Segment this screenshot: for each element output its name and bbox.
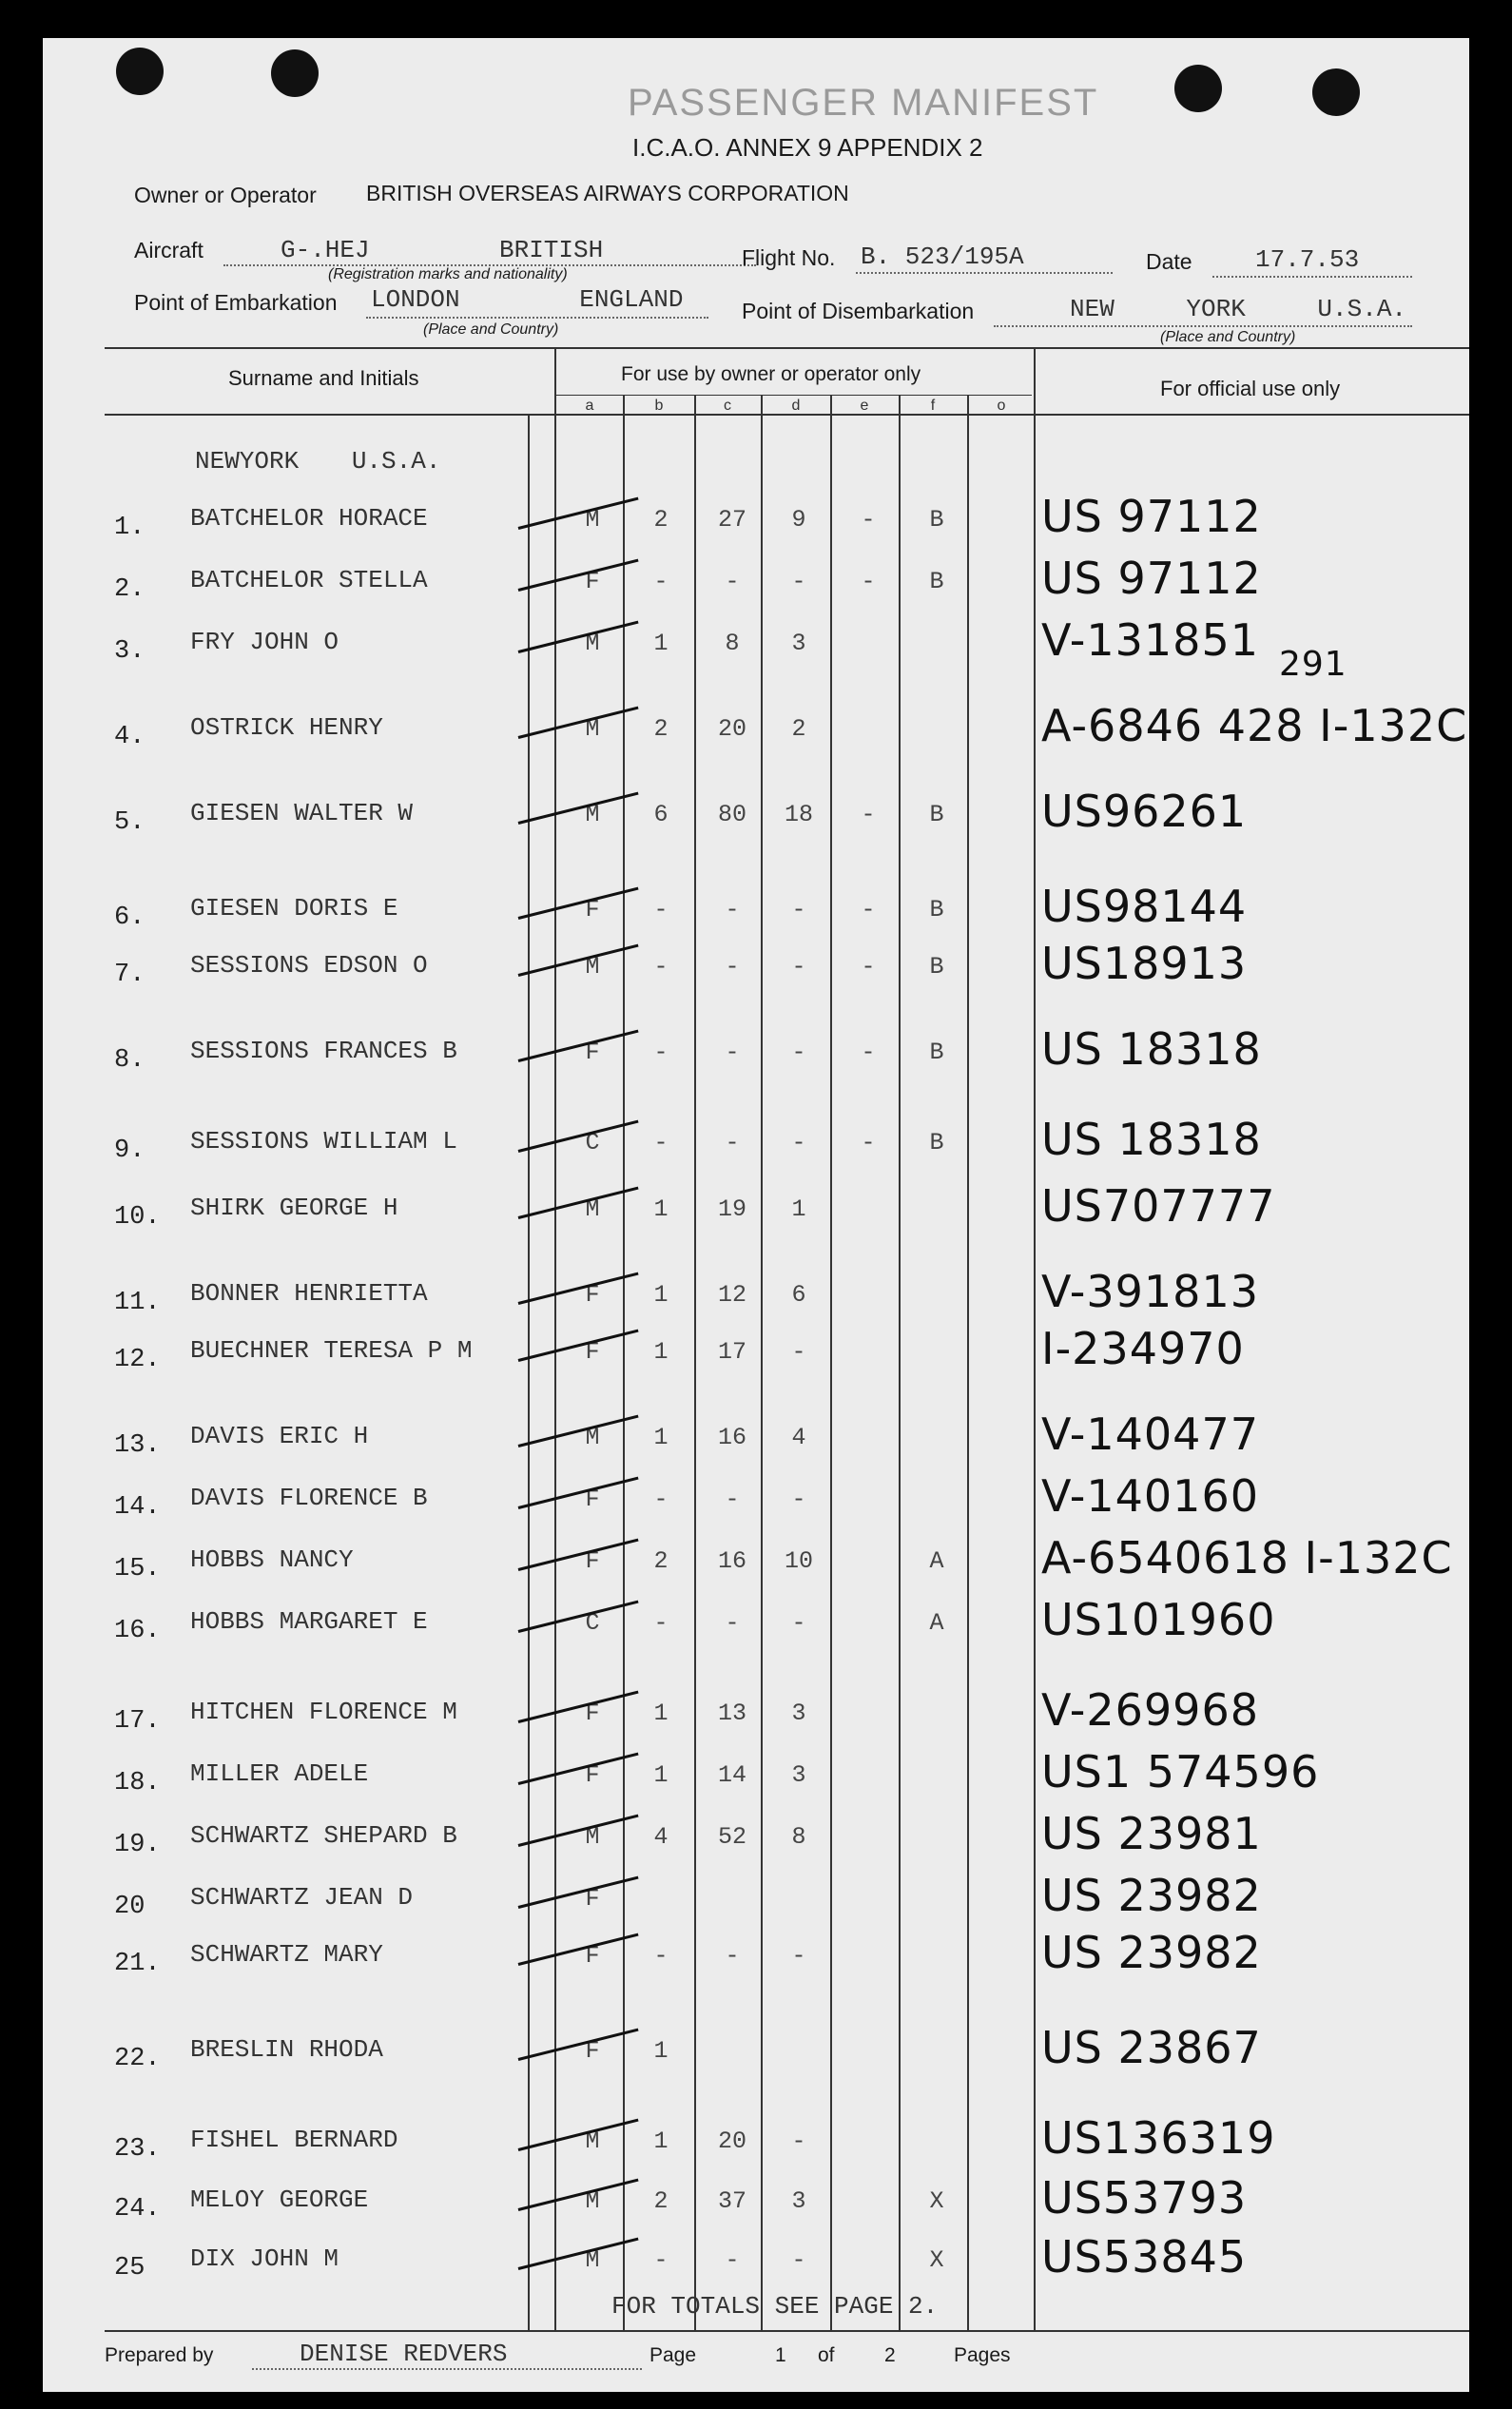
official-entry: A-6846 428 I-132C [1041, 700, 1468, 751]
cell-f: B [929, 506, 944, 534]
cell-c: 80 [717, 801, 746, 828]
cell-c: - [725, 1039, 740, 1066]
passenger-name: HITCHEN FLORENCE M [190, 1698, 457, 1726]
row-number: 1. [114, 514, 145, 542]
official-header: For official use only [1160, 377, 1341, 400]
column-header: b [654, 398, 664, 414]
punch-hole [1174, 65, 1222, 112]
cell-d: 10 [784, 1547, 813, 1575]
surname-header: Surname and Initials [228, 366, 419, 390]
row-number: 7. [114, 961, 145, 989]
cell-c: 8 [725, 630, 740, 657]
cell-c: 16 [717, 1424, 746, 1451]
cell-b: - [653, 568, 669, 595]
row-number: 3. [114, 637, 145, 666]
passenger-name: SCHWARTZ SHEPARD B [190, 1821, 457, 1850]
cell-c: - [725, 1129, 740, 1156]
cell-a: M [585, 1424, 600, 1451]
cell-c: - [725, 2246, 740, 2274]
official-entry: US98144 [1041, 881, 1248, 932]
cell-d: - [791, 1609, 806, 1637]
official-entry: US 18318 [1041, 1114, 1262, 1165]
column-header: f [930, 398, 936, 414]
registration-note: (Registration marks and nationality) [328, 266, 568, 282]
cell-b: 1 [653, 2037, 669, 2065]
official-entry: V-140477 [1041, 1408, 1259, 1460]
official-entry: US 18318 [1041, 1023, 1262, 1075]
cell-f: A [929, 1547, 944, 1575]
column-header: c [724, 398, 731, 414]
page-label: Page [649, 2344, 697, 2366]
cell-a: M [585, 953, 600, 981]
date-value: 17.7.53 [1255, 245, 1360, 274]
official-entry: I-234970 [1041, 1323, 1245, 1374]
cell-b: - [653, 2246, 669, 2274]
cell-f: X [929, 2246, 944, 2274]
row-number: 9. [114, 1137, 145, 1165]
punch-hole [1312, 68, 1360, 116]
row-number: 23. [114, 2135, 161, 2164]
passenger-name: BUECHNER TERESA P M [190, 1336, 473, 1365]
cell-b: - [653, 1486, 669, 1513]
cell-b: 6 [653, 801, 669, 828]
cell-b: 1 [653, 1195, 669, 1223]
row-number: 2. [114, 575, 145, 604]
cell-d: 2 [791, 715, 806, 743]
punch-hole [116, 48, 164, 95]
cell-a: F [585, 1338, 600, 1366]
cell-e: - [861, 506, 876, 534]
cell-d: - [791, 1942, 806, 1970]
cell-a: F [585, 896, 600, 923]
row-number: 11. [114, 1289, 161, 1317]
cell-a: C [585, 1129, 600, 1156]
cell-b: 1 [653, 1424, 669, 1451]
cell-d: 9 [791, 506, 806, 534]
cell-c: 20 [717, 2127, 746, 2155]
cell-d: 3 [791, 630, 806, 657]
cell-a: F [585, 1281, 600, 1309]
official-entry: A-6540618 I-132C [1041, 1532, 1453, 1583]
aircraft-label: Aircraft [134, 238, 204, 262]
cell-d: - [791, 1129, 806, 1156]
official-entry: US1 574596 [1041, 1746, 1320, 1797]
row-number: 4. [114, 723, 145, 751]
cell-b: 1 [653, 2127, 669, 2155]
cell-c: 19 [717, 1195, 746, 1223]
embark-label: Point of Embarkation [134, 290, 338, 315]
embark-value: LONDON ENGLAND [371, 285, 684, 314]
official-entry: US 97112 [1041, 491, 1262, 542]
owner-label: Owner or Operator [134, 183, 317, 207]
cell-a: F [585, 1761, 600, 1789]
passenger-name: BRESLIN RHODA [190, 2035, 383, 2064]
cell-c: 37 [717, 2187, 746, 2215]
official-entry: US 23982 [1041, 1870, 1262, 1921]
cell-a: F [585, 1942, 600, 1970]
prepared-value: DENISE REDVERS [300, 2340, 508, 2368]
page-number: 1 [775, 2344, 786, 2366]
cell-a: M [585, 1195, 600, 1223]
owner-value: BRITISH OVERSEAS AIRWAYS CORPORATION [366, 181, 849, 205]
cell-c: 12 [717, 1281, 746, 1309]
disembark-value: NEW YORK U.S.A. [1070, 295, 1407, 323]
official-entry: US53793 [1041, 2172, 1248, 2224]
row-number: 10. [114, 1203, 161, 1232]
cell-b: 2 [653, 1547, 669, 1575]
cell-b: 4 [653, 1823, 669, 1851]
cell-a: F [585, 1486, 600, 1513]
cell-d: - [791, 2127, 806, 2155]
cell-c: - [725, 896, 740, 923]
page-total: 2 [884, 2344, 896, 2366]
passenger-name: BATCHELOR STELLA [190, 566, 428, 594]
manifest-title: PASSENGER MANIFEST [628, 82, 1099, 124]
cell-f: B [929, 896, 944, 923]
row-number: 18. [114, 1769, 161, 1797]
cell-d: 3 [791, 1700, 806, 1727]
cell-c: - [725, 1942, 740, 1970]
row-number: 24. [114, 2195, 161, 2224]
cell-a: F [585, 1700, 600, 1727]
cell-d: - [791, 1039, 806, 1066]
cell-f: B [929, 1039, 944, 1066]
of-label: of [818, 2344, 835, 2366]
embark-note: (Place and Country) [423, 321, 559, 338]
cell-c: - [725, 1609, 740, 1637]
official-entry: V-140160 [1041, 1470, 1259, 1522]
passenger-name: SESSIONS FRANCES B [190, 1037, 457, 1065]
cell-b: - [653, 1129, 669, 1156]
cell-c: 17 [717, 1338, 746, 1366]
official-entry: US 23867 [1041, 2022, 1262, 2073]
cell-f: B [929, 1129, 944, 1156]
cell-a: F [585, 2037, 600, 2065]
cell-d: - [791, 1486, 806, 1513]
disembark-label: Point of Disembarkation [742, 299, 975, 323]
passenger-name: FISHEL BERNARD [190, 2126, 398, 2154]
cell-b: - [653, 1609, 669, 1637]
passenger-name: BONNER HENRIETTA [190, 1279, 428, 1308]
cell-a: F [585, 568, 600, 595]
cell-c: - [725, 568, 740, 595]
cell-b: 1 [653, 1281, 669, 1309]
manifest-sheet [43, 38, 1469, 2392]
official-entry: US96261 [1041, 786, 1248, 837]
cell-c: 20 [717, 715, 746, 743]
row-number: 17. [114, 1707, 161, 1736]
cell-c: - [725, 953, 740, 981]
column-header: d [791, 398, 801, 414]
cell-e: - [861, 1039, 876, 1066]
cell-d: 3 [791, 1761, 806, 1789]
row-number: 21. [114, 1950, 161, 1978]
cell-f: X [929, 2187, 944, 2215]
passenger-name: GIESEN WALTER W [190, 799, 414, 827]
passenger-name: BATCHELOR HORACE [190, 504, 428, 533]
destination-line: NEWYORK U.S.A. [195, 447, 441, 476]
row-number: 6. [114, 903, 145, 932]
row-number: 19. [114, 1831, 161, 1859]
official-entry: US101960 [1041, 1594, 1276, 1645]
cell-d: - [791, 2246, 806, 2274]
cell-b: - [653, 1039, 669, 1066]
cell-c: 16 [717, 1547, 746, 1575]
passenger-name: SCHWARTZ JEAN D [190, 1883, 414, 1912]
cell-c: 14 [717, 1761, 746, 1789]
column-header: a [585, 398, 594, 414]
cell-c: 27 [717, 506, 746, 534]
cell-f: A [929, 1609, 944, 1637]
cell-b: - [653, 1942, 669, 1970]
passenger-name: SHIRK GEORGE H [190, 1194, 398, 1222]
cell-d: 18 [784, 801, 813, 828]
date-label: Date [1146, 249, 1192, 274]
flight-label: Flight No. [742, 245, 836, 270]
cell-a: M [585, 1823, 600, 1851]
official-entry: US 23981 [1041, 1808, 1262, 1859]
cell-a: M [585, 2187, 600, 2215]
official-entry: US707777 [1041, 1180, 1276, 1232]
cell-b: 2 [653, 506, 669, 534]
row-number: 25 [114, 2254, 145, 2283]
cell-b: - [653, 896, 669, 923]
cell-a: F [585, 1547, 600, 1575]
cell-b: 1 [653, 1700, 669, 1727]
cell-a: M [585, 715, 600, 743]
cell-a: M [585, 801, 600, 828]
cell-a: F [585, 1039, 600, 1066]
official-entry: V-391813 [1041, 1266, 1259, 1317]
cell-a: M [585, 630, 600, 657]
cell-e: - [861, 953, 876, 981]
row-number: 15. [114, 1555, 161, 1583]
row-number: 12. [114, 1346, 161, 1374]
cell-b: 1 [653, 630, 669, 657]
row-number: 20 [114, 1893, 145, 1921]
official-entry: US 97112 [1041, 553, 1262, 604]
passenger-name: HOBBS MARGARET E [190, 1607, 428, 1636]
punch-hole [271, 49, 319, 97]
cell-a: M [585, 2127, 600, 2155]
official-entry-extra: 291 [1279, 645, 1347, 684]
cell-a: C [585, 1609, 600, 1637]
cell-a: F [585, 1885, 600, 1913]
cell-d: 1 [791, 1195, 806, 1223]
passenger-name: GIESEN DORIS E [190, 894, 398, 923]
column-header: e [860, 398, 869, 414]
cell-d: - [791, 896, 806, 923]
row-number: 8. [114, 1046, 145, 1075]
cell-e: - [861, 1129, 876, 1156]
operator-header: For use by owner or operator only [621, 363, 921, 385]
passenger-name: DIX JOHN M [190, 2244, 339, 2273]
passenger-name: FRY JOHN O [190, 628, 339, 656]
passenger-name: SESSIONS WILLIAM L [190, 1127, 457, 1156]
cell-d: - [791, 568, 806, 595]
cell-b: - [653, 953, 669, 981]
official-entry: V-269968 [1041, 1684, 1259, 1736]
cell-d: 6 [791, 1281, 806, 1309]
cell-e: - [861, 896, 876, 923]
row-number: 14. [114, 1493, 161, 1522]
row-number: 5. [114, 808, 145, 837]
cell-e: - [861, 801, 876, 828]
cell-d: - [791, 1338, 806, 1366]
official-entry: US 23982 [1041, 1927, 1262, 1978]
passenger-name: HOBBS NANCY [190, 1545, 354, 1574]
passenger-name: OSTRICK HENRY [190, 713, 383, 742]
cell-b: 2 [653, 715, 669, 743]
cell-f: B [929, 568, 944, 595]
prepared-label: Prepared by [105, 2344, 214, 2366]
cell-a: M [585, 506, 600, 534]
cell-f: B [929, 953, 944, 981]
flight-value: B. 523/195A [861, 243, 1024, 271]
disembark-note: (Place and Country) [1160, 329, 1296, 345]
cell-d: 4 [791, 1424, 806, 1451]
cell-c: 52 [717, 1823, 746, 1851]
passenger-name: SCHWARTZ MARY [190, 1940, 383, 1969]
cell-c: - [725, 1486, 740, 1513]
cell-b: 1 [653, 1338, 669, 1366]
totals-note: FOR TOTALS SEE PAGE 2. [611, 2292, 939, 2321]
cell-b: 1 [653, 1761, 669, 1789]
passenger-name: MELOY GEORGE [190, 2186, 369, 2214]
official-entry: US18913 [1041, 938, 1248, 989]
cell-d: - [791, 953, 806, 981]
aircraft-nationality: BRITISH [499, 236, 604, 264]
official-entry: V-131851 [1041, 614, 1259, 666]
cell-c: 13 [717, 1700, 746, 1727]
cell-e: - [861, 568, 876, 595]
passenger-name: SESSIONS EDSON O [190, 951, 428, 980]
passenger-name: DAVIS FLORENCE B [190, 1484, 428, 1512]
manifest-subtitle: I.C.A.O. ANNEX 9 APPENDIX 2 [632, 133, 983, 162]
row-number: 22. [114, 2045, 161, 2073]
cell-d: 3 [791, 2187, 806, 2215]
cell-b: 2 [653, 2187, 669, 2215]
passenger-name: DAVIS ERIC H [190, 1422, 369, 1450]
aircraft-value: G-.HEJ [281, 236, 370, 264]
official-entry: US136319 [1041, 2112, 1276, 2164]
cell-a: M [585, 2246, 600, 2274]
passenger-name: MILLER ADELE [190, 1759, 369, 1788]
pages-label: Pages [954, 2344, 1011, 2366]
row-number: 16. [114, 1617, 161, 1645]
official-entry: US53845 [1041, 2231, 1248, 2283]
row-number: 13. [114, 1431, 161, 1460]
cell-d: 8 [791, 1823, 806, 1851]
cell-f: B [929, 801, 944, 828]
column-header: o [997, 398, 1006, 414]
